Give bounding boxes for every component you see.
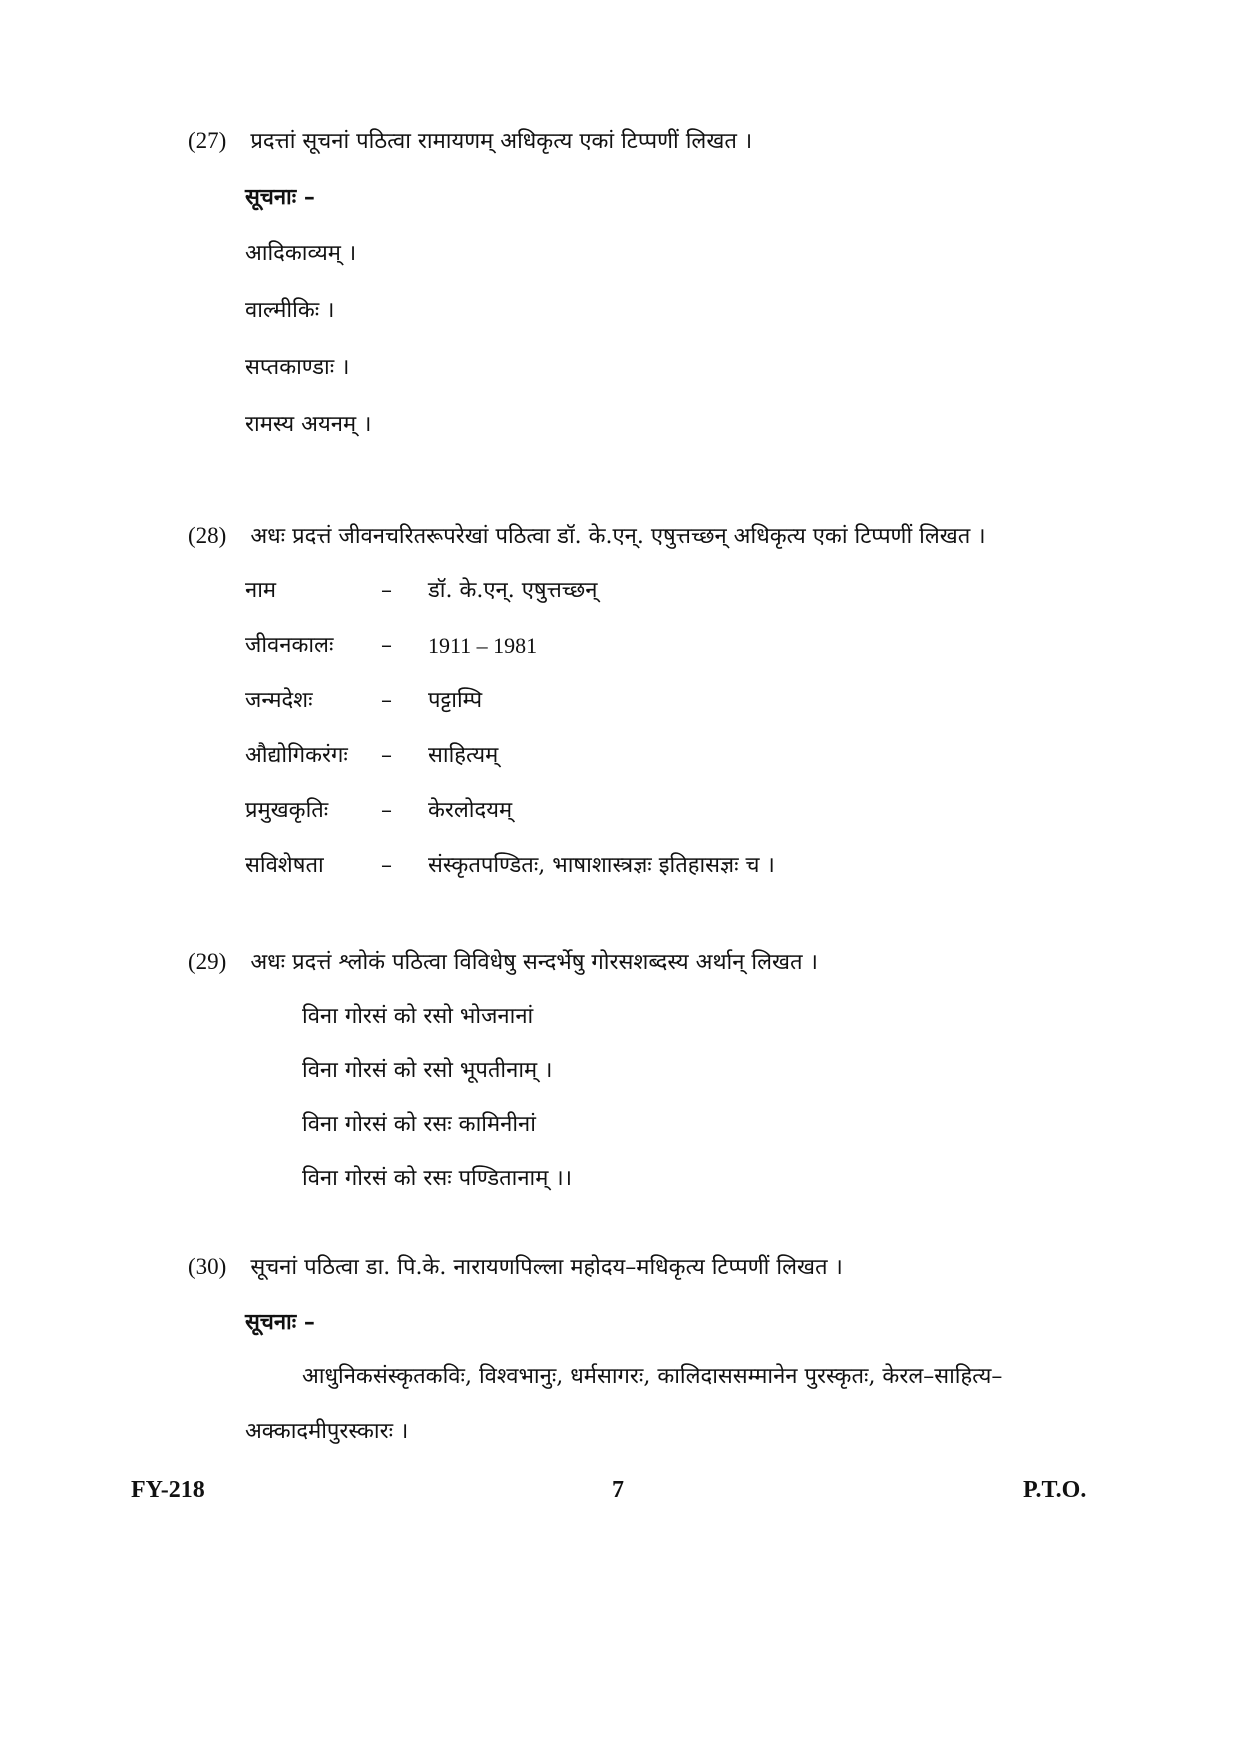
footer-pto: P.T.O. xyxy=(1023,1477,1087,1503)
question-30-text: सूचनां पठित्वा डा. पि.के. नारायणपिल्ला महोदय–मधिकृत्य टिप्पणीं लिखत । xyxy=(250,1255,843,1280)
verse-line-3: विना गोरसं को रसः कामिनीनां xyxy=(302,1112,536,1137)
question-27-hint-3: सप्तकाण्डाः । xyxy=(245,355,350,380)
question-30-hint-label: सूचनाः – xyxy=(245,1309,315,1335)
question-28-text: अधः प्रदत्तं जीवनचरितरूपरेखां पठित्वा डॉ. के.एन्. एषुत्तच्छन् अधिकृत्य एकां टिप्पणीं लिखत । xyxy=(250,524,986,549)
bio-label: जन्मदेशः xyxy=(245,688,313,713)
bio-dash: – xyxy=(381,798,392,823)
bio-label: जीवनकालः xyxy=(245,633,334,658)
verse-line-2: विना गोरसं को रसो भूपतीनाम् । xyxy=(302,1058,553,1083)
question-27-hint-4: रामस्य अयनम् । xyxy=(245,412,372,437)
bio-label: सविशेषता xyxy=(245,853,324,878)
bio-label: औद्योगिकरंगः xyxy=(245,743,348,768)
bio-value: साहित्यम् xyxy=(428,743,499,768)
question-29-line xyxy=(188,948,818,977)
question-29-text: अधः प्रदत्तं श्लोकं पठित्वा विविधेषु सन्दर्भेषु गोरसशब्दस्य अर्थान् लिखत । xyxy=(250,950,818,975)
bio-label: प्रमुखकृतिः xyxy=(245,798,329,823)
question-30-hint-line-2: अक्कादमीपुरस्कारः । xyxy=(245,1419,409,1444)
bio-value: 1911 – 1981 xyxy=(428,633,538,658)
question-30-number: (30) xyxy=(188,1254,227,1279)
bio-value: संस्कृतपण्डितः, भाषाशास्त्रज्ञः इतिहासज्ञः च । xyxy=(428,853,775,878)
question-27-hint-2: वाल्मीकिः । xyxy=(245,298,335,323)
question-27-text: प्रदत्तां सूचनां पठित्वा रामायणम् अधिकृत्य एकां टिप्पणीं लिखत । xyxy=(250,129,753,154)
bio-dash: – xyxy=(381,688,392,713)
bio-dash: – xyxy=(381,578,392,603)
bio-dash: – xyxy=(381,633,392,658)
question-30-hint-line-1: आधुनिकसंस्कृतकविः, विश्वभानुः, धर्मसागरः, कालिदाससम्मानेन पुरस्कृतः, केरल–साहित्य– xyxy=(302,1364,1003,1389)
question-29-number: (29) xyxy=(188,949,227,974)
verse-line-4: विना गोरसं को रसः पण्डितानाम् ।। xyxy=(302,1166,573,1191)
question-27-hint-1: आदिकाव्यम् । xyxy=(245,241,357,266)
bio-value: पट्टाम्पि xyxy=(428,688,483,713)
question-27-hint-label: सूचनाः – xyxy=(245,184,315,210)
footer-code: FY-218 xyxy=(131,1477,205,1503)
question-30-line xyxy=(188,1253,843,1282)
bio-dash: – xyxy=(381,853,392,878)
bio-value: केरलोदयम् xyxy=(428,798,513,823)
question-28-line xyxy=(188,522,986,551)
bio-label: नाम xyxy=(245,578,277,603)
question-27-number: (27) xyxy=(188,128,227,153)
question-28-number: (28) xyxy=(188,523,227,548)
verse-line-1: विना गोरसं को रसो भोजनानां xyxy=(302,1004,534,1029)
bio-value: डॉ. के.एन्. एषुत्तच्छन् xyxy=(428,578,598,603)
bio-dash: – xyxy=(381,743,392,768)
question-27-line xyxy=(188,127,752,156)
footer-page-number: 7 xyxy=(612,1477,624,1503)
